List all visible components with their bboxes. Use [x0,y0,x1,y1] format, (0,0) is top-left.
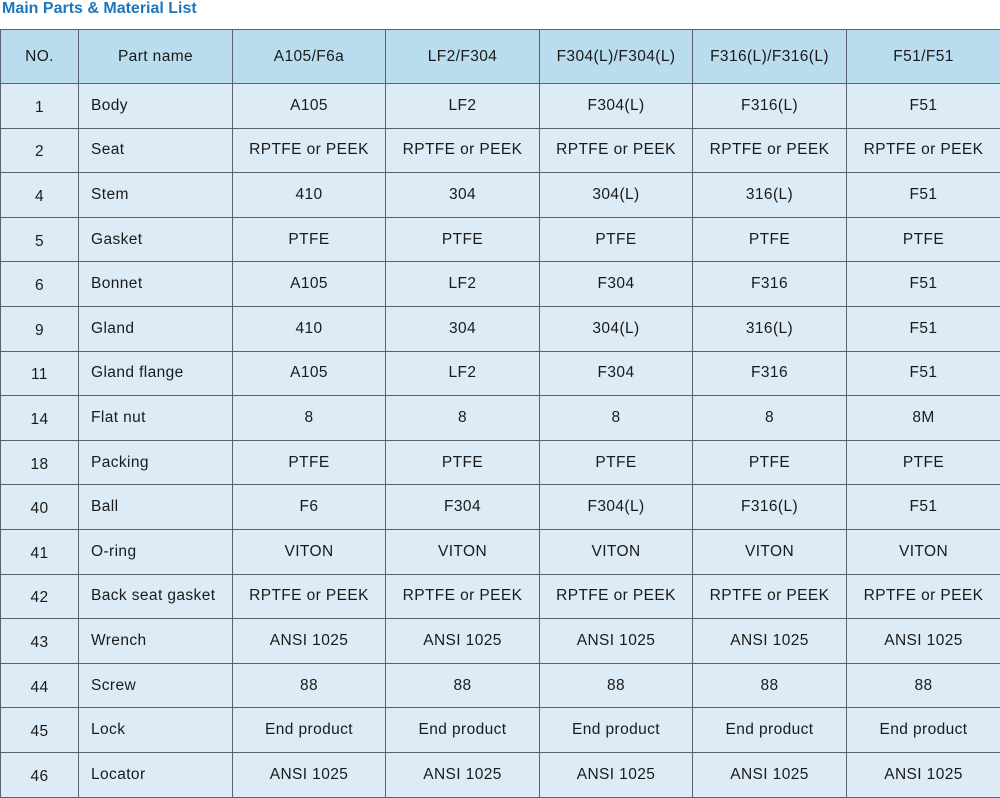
cell-part-name: Gland flange [79,351,233,396]
cell-f304l: 8 [540,396,693,441]
cell-f316l: F316(L) [693,84,847,129]
cell-lf2-f304: End product [386,708,540,753]
header-material-a105-f6a: A105/F6a [233,30,386,84]
cell-a105-f6a: 410 [233,306,386,351]
table-row [1,306,1000,351]
cell-no: 42 [1,574,79,619]
cell-f304l: ANSI 1025 [540,752,693,797]
header-material-lf2-f304: LF2/F304 [386,30,540,84]
table-row [1,440,1000,485]
table-row [1,574,1000,619]
cell-a105-f6a: 8 [233,396,386,441]
cell-a105-f6a: RPTFE or PEEK [233,574,386,619]
cell-f304l: F304 [540,351,693,396]
cell-a105-f6a: A105 [233,84,386,129]
cell-f304l: F304 [540,262,693,307]
cell-f304l: F304(L) [540,84,693,129]
cell-f316l: 8 [693,396,847,441]
cell-a105-f6a: PTFE [233,217,386,262]
table-row [1,752,1000,797]
cell-lf2-f304: 88 [386,663,540,708]
cell-lf2-f304: VITON [386,529,540,574]
table-body [1,84,1000,798]
cell-a105-f6a: A105 [233,262,386,307]
table-row [1,173,1000,218]
cell-part-name: Stem [79,173,233,218]
cell-no: 46 [1,752,79,797]
cell-f304l: RPTFE or PEEK [540,128,693,173]
cell-part-name: Bonnet [79,262,233,307]
cell-f51: F51 [847,306,1000,351]
cell-f316l: 88 [693,663,847,708]
cell-f304l: End product [540,708,693,753]
cell-f51: F51 [847,84,1000,129]
cell-a105-f6a: PTFE [233,440,386,485]
table-row [1,84,1000,129]
cell-no: 2 [1,128,79,173]
cell-a105-f6a: End product [233,708,386,753]
header-material-f316l: F316(L)/F316(L) [693,30,847,84]
cell-lf2-f304: 8 [386,396,540,441]
cell-f316l: VITON [693,529,847,574]
cell-f51: PTFE [847,440,1000,485]
cell-lf2-f304: PTFE [386,217,540,262]
cell-f51: F51 [847,262,1000,307]
cell-f316l: F316 [693,351,847,396]
cell-part-name: Screw [79,663,233,708]
cell-lf2-f304: LF2 [386,262,540,307]
header-material-f51: F51/F51 [847,30,1000,84]
cell-part-name: Flat nut [79,396,233,441]
cell-f304l: 304(L) [540,306,693,351]
cell-f51: ANSI 1025 [847,752,1000,797]
cell-part-name: Body [79,84,233,129]
table-row [1,217,1000,262]
cell-lf2-f304: RPTFE or PEEK [386,574,540,619]
cell-f304l: ANSI 1025 [540,619,693,664]
cell-f51: F51 [847,351,1000,396]
cell-f316l: F316 [693,262,847,307]
table-row [1,663,1000,708]
cell-a105-f6a: ANSI 1025 [233,619,386,664]
cell-f304l: 304(L) [540,173,693,218]
cell-f304l: PTFE [540,217,693,262]
cell-f51: F51 [847,173,1000,218]
table-row [1,708,1000,753]
cell-lf2-f304: PTFE [386,440,540,485]
cell-part-name: Ball [79,485,233,530]
header-no: NO. [1,30,79,84]
parts-material-table [0,29,1000,798]
cell-a105-f6a: VITON [233,529,386,574]
cell-a105-f6a: A105 [233,351,386,396]
cell-f304l: PTFE [540,440,693,485]
header-part-name: Part name [79,30,233,84]
cell-lf2-f304: 304 [386,306,540,351]
cell-f304l: RPTFE or PEEK [540,574,693,619]
cell-a105-f6a: F6 [233,485,386,530]
cell-no: 41 [1,529,79,574]
cell-part-name: Packing [79,440,233,485]
cell-no: 40 [1,485,79,530]
cell-f316l: ANSI 1025 [693,752,847,797]
cell-f316l: PTFE [693,217,847,262]
cell-no: 18 [1,440,79,485]
cell-no: 43 [1,619,79,664]
cell-part-name: Seat [79,128,233,173]
cell-f316l: ANSI 1025 [693,619,847,664]
table-row [1,529,1000,574]
cell-part-name: Lock [79,708,233,753]
cell-part-name: Gasket [79,217,233,262]
cell-no: 14 [1,396,79,441]
header-material-f304l: F304(L)/F304(L) [540,30,693,84]
cell-f51: F51 [847,485,1000,530]
cell-lf2-f304: ANSI 1025 [386,752,540,797]
table-row [1,128,1000,173]
cell-f51: 88 [847,663,1000,708]
cell-part-name: O-ring [79,529,233,574]
cell-lf2-f304: F304 [386,485,540,530]
cell-f304l: F304(L) [540,485,693,530]
cell-f51: 8M [847,396,1000,441]
cell-lf2-f304: 304 [386,173,540,218]
cell-f316l: RPTFE or PEEK [693,128,847,173]
cell-no: 1 [1,84,79,129]
cell-a105-f6a: ANSI 1025 [233,752,386,797]
cell-lf2-f304: ANSI 1025 [386,619,540,664]
cell-part-name: Back seat gasket [79,574,233,619]
cell-f316l: 316(L) [693,306,847,351]
cell-f304l: VITON [540,529,693,574]
cell-lf2-f304: LF2 [386,84,540,129]
table-row [1,351,1000,396]
cell-lf2-f304: LF2 [386,351,540,396]
cell-no: 45 [1,708,79,753]
cell-part-name: Locator [79,752,233,797]
cell-f316l: End product [693,708,847,753]
cell-f51: RPTFE or PEEK [847,128,1000,173]
table-row [1,396,1000,441]
cell-f51: RPTFE or PEEK [847,574,1000,619]
page-title: Main Parts & Material List [2,0,197,18]
table-row [1,485,1000,530]
table-row [1,262,1000,307]
cell-f316l: RPTFE or PEEK [693,574,847,619]
cell-f51: ANSI 1025 [847,619,1000,664]
cell-no: 11 [1,351,79,396]
table-row [1,619,1000,664]
cell-no: 4 [1,173,79,218]
cell-f316l: 316(L) [693,173,847,218]
cell-f51: PTFE [847,217,1000,262]
cell-part-name: Gland [79,306,233,351]
cell-no: 9 [1,306,79,351]
cell-a105-f6a: 410 [233,173,386,218]
cell-f304l: 88 [540,663,693,708]
cell-a105-f6a: RPTFE or PEEK [233,128,386,173]
header-row [1,30,1000,84]
cell-part-name: Wrench [79,619,233,664]
cell-f316l: F316(L) [693,485,847,530]
cell-no: 6 [1,262,79,307]
cell-no: 5 [1,217,79,262]
cell-no: 44 [1,663,79,708]
cell-a105-f6a: 88 [233,663,386,708]
cell-f51: End product [847,708,1000,753]
cell-f51: VITON [847,529,1000,574]
cell-lf2-f304: RPTFE or PEEK [386,128,540,173]
cell-f316l: PTFE [693,440,847,485]
